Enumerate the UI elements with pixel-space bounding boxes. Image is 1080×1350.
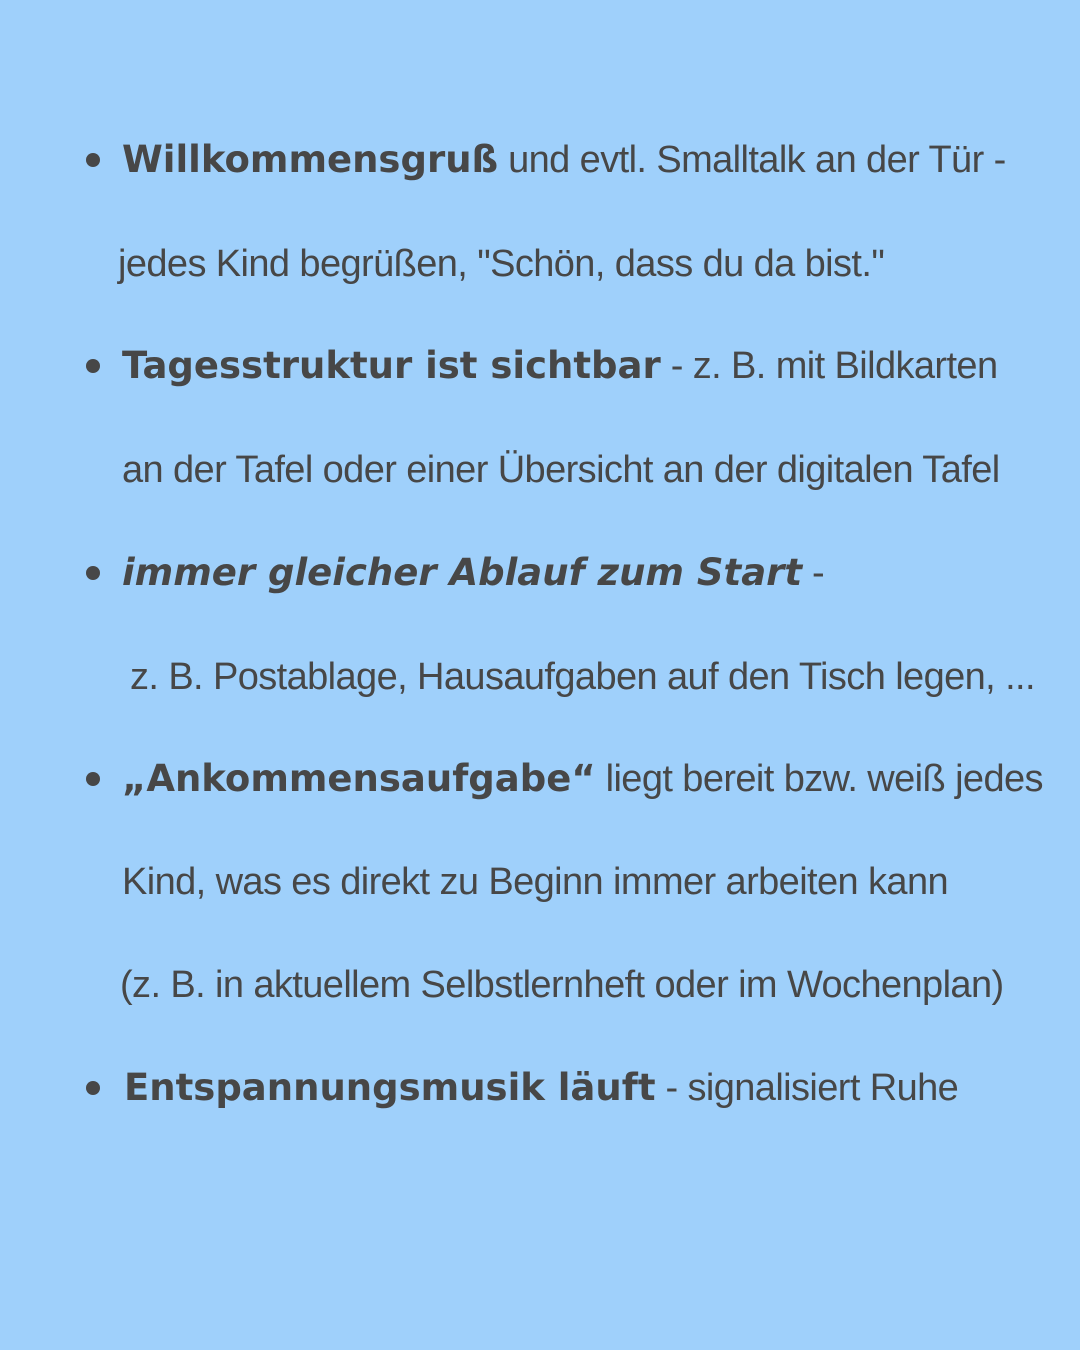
list-item-1-text: und evtl. Smalltalk an der Tür - xyxy=(498,139,1006,181)
list-item-2-bold: Tagesstruktur ist sichtbar xyxy=(122,344,661,387)
list-item-3-text: - xyxy=(802,552,825,594)
list-item-3-bold: immer gleicher Ablauf zum Start xyxy=(122,551,803,594)
bullet-dot xyxy=(86,1081,100,1095)
bullet-dot xyxy=(86,153,100,167)
list-item-4-bold: „Ankommensaufgabe“ xyxy=(122,757,596,800)
list-item-1-line-2: jedes Kind begrüßen, "Schön, dass du da bist." xyxy=(118,243,885,285)
list-item-1-line-1 xyxy=(122,138,1006,182)
list-item-5-text: - signalisiert Ruhe xyxy=(655,1067,959,1109)
list-item-3-line-2: z. B. Postablage, Hausaufgaben auf den Tisch legen, ... xyxy=(130,656,1035,698)
list-item-4-line-3: (z. B. in aktuellem Selbstlernheft oder im Wochenplan) xyxy=(120,964,1004,1006)
list-item-4-line-2: Kind, was es direkt zu Beginn immer arbeiten kann xyxy=(122,861,949,903)
list-item-3-line-1 xyxy=(122,551,824,595)
bullet-dot xyxy=(86,772,100,786)
list-item-4-line-1 xyxy=(122,757,1043,801)
list-item-2-line-2: an der Tafel oder einer Übersicht an der digitalen Tafel xyxy=(122,449,1000,491)
bullet-dot xyxy=(86,566,100,580)
list-item-5-line-1 xyxy=(124,1066,958,1110)
bullet-dot xyxy=(86,359,100,373)
list-item-1-bold: Willkommensgruß xyxy=(122,138,499,181)
list-item-2-line-1 xyxy=(122,344,998,388)
list-item-5-bold: Entspannungsmusik läuft xyxy=(124,1066,656,1109)
list-item-2-text: - z. B. mit Bildkarten xyxy=(660,345,998,387)
list-item-4-text: liegt bereit bzw. weiß jedes xyxy=(595,758,1043,800)
